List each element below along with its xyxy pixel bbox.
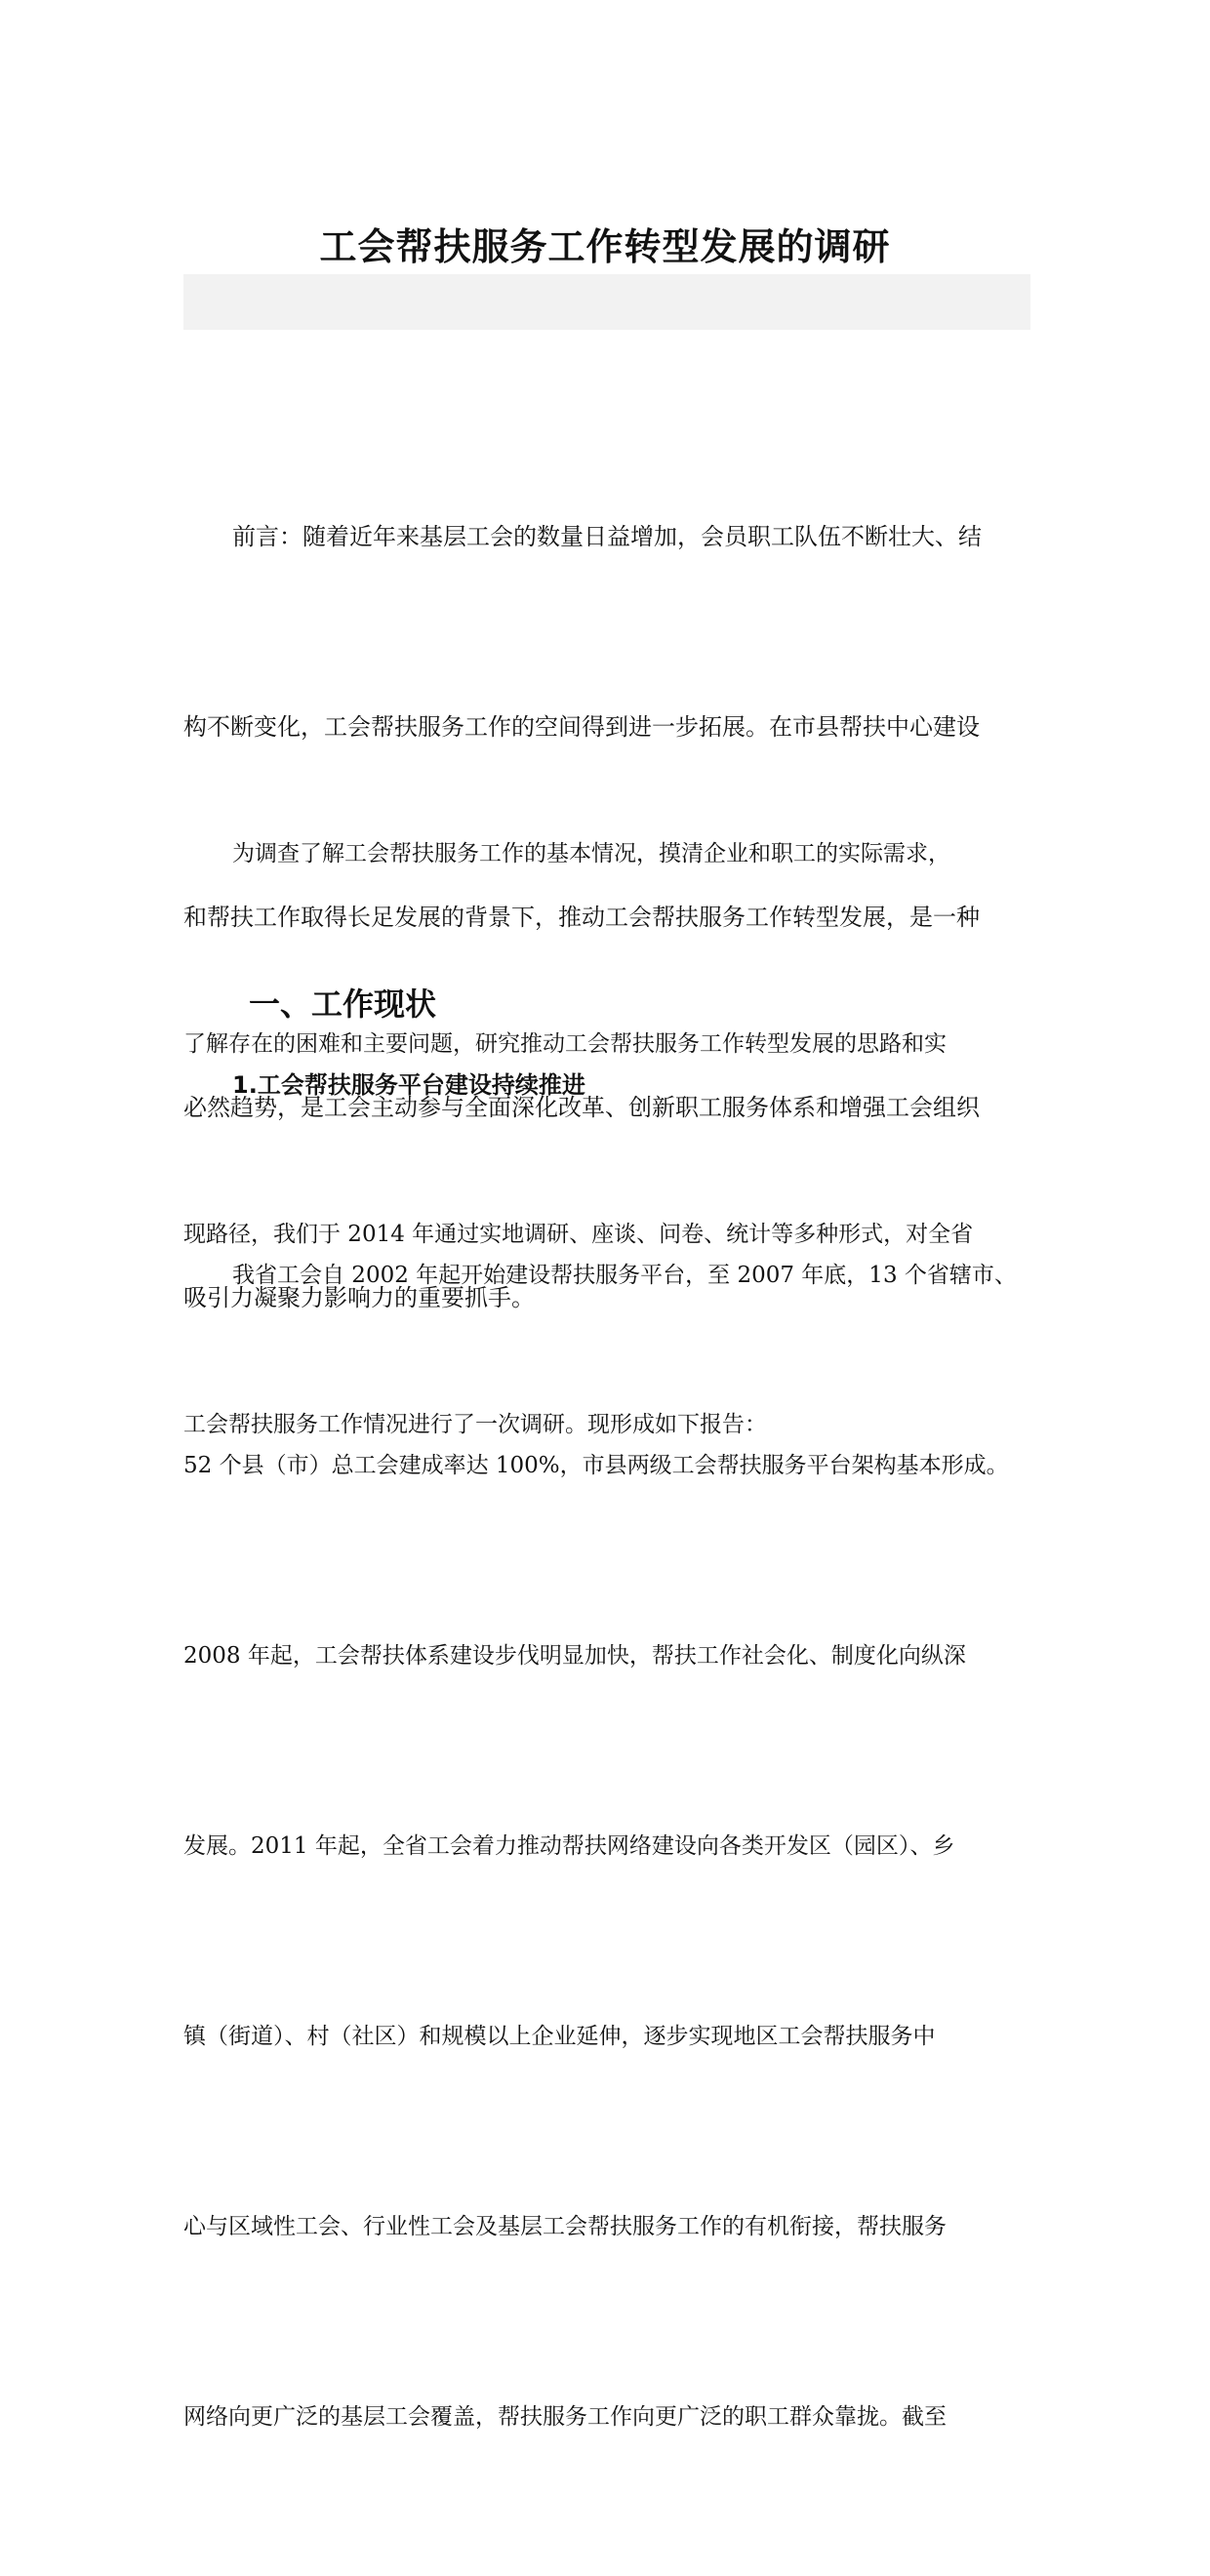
section-heading: 一、工作现状 — [249, 986, 437, 1023]
subsection-heading: 1.工会帮扶服务平台建设持续推进 — [232, 1071, 585, 1099]
intro-line: 工会帮扶服务工作情况进行了一次调研。现形成如下报告： — [183, 1412, 767, 1437]
intro-line: 现路径，我们于 2014 年通过实地调研、座谈、问卷、统计等多种形式，对全省 — [183, 1222, 974, 1247]
intro-line: 为调查了解工会帮扶服务工作的基本情况，摸清企业和职工的实际需求， — [232, 841, 950, 866]
body-line: 网络向更广泛的基层工会覆盖，帮扶服务工作向更广泛的职工群众靠拢。截至 — [183, 2404, 947, 2430]
body-line: 发展。2011 年起，全省工会着力推动帮扶网络建设向各类开发区（园区）、乡 — [183, 1833, 955, 1859]
title-underline-band — [183, 274, 1030, 330]
preface-line: 和帮扶工作取得长足发展的背景下，推动工会帮扶服务工作转型发展，是一种 — [183, 904, 980, 931]
preface-line: 前言：随着近年来基层工会的数量日益增加，会员职工队伍不断壮大、结 — [232, 523, 982, 550]
document-title: 工会帮扶服务工作转型发展的调研 — [319, 225, 891, 268]
intro-line: 了解存在的困难和主要问题，研究推动工会帮扶服务工作转型发展的思路和实 — [183, 1031, 947, 1057]
preface-line: 吸引力凝聚力影响力的重要抓手。 — [183, 1284, 535, 1311]
body-line: 我省工会自 2002 年起开始建设帮扶服务平台，至 2007 年底，13 个省辖市、 — [232, 1263, 1017, 1288]
body-paragraph — [183, 1117, 1042, 2576]
preface-line: 构不断变化，工会帮扶服务工作的空间得到进一步拓展。在市县帮扶中心建设 — [183, 713, 980, 741]
body-line: 52 个县（市）总工会建成率达 100%，市县两级工会帮扶服务平台架构基本形成。 — [183, 1453, 1009, 1478]
preface-line: 必然趋势，是工会主动参与全面深化改革、创新职工服务体系和增强工会组织 — [183, 1094, 980, 1121]
body-line: 2008 年起，工会帮扶体系建设步伐明显加快，帮扶工作社会化、制度化向纵深 — [183, 1643, 966, 1669]
body-line: 心与区域性工会、行业性工会及基层工会帮扶服务工作的有机衔接，帮扶服务 — [183, 2214, 947, 2239]
body-line: 镇（街道）、村（社区）和规模以上企业延伸，逐步实现地区工会帮扶服务中 — [183, 2024, 936, 2049]
